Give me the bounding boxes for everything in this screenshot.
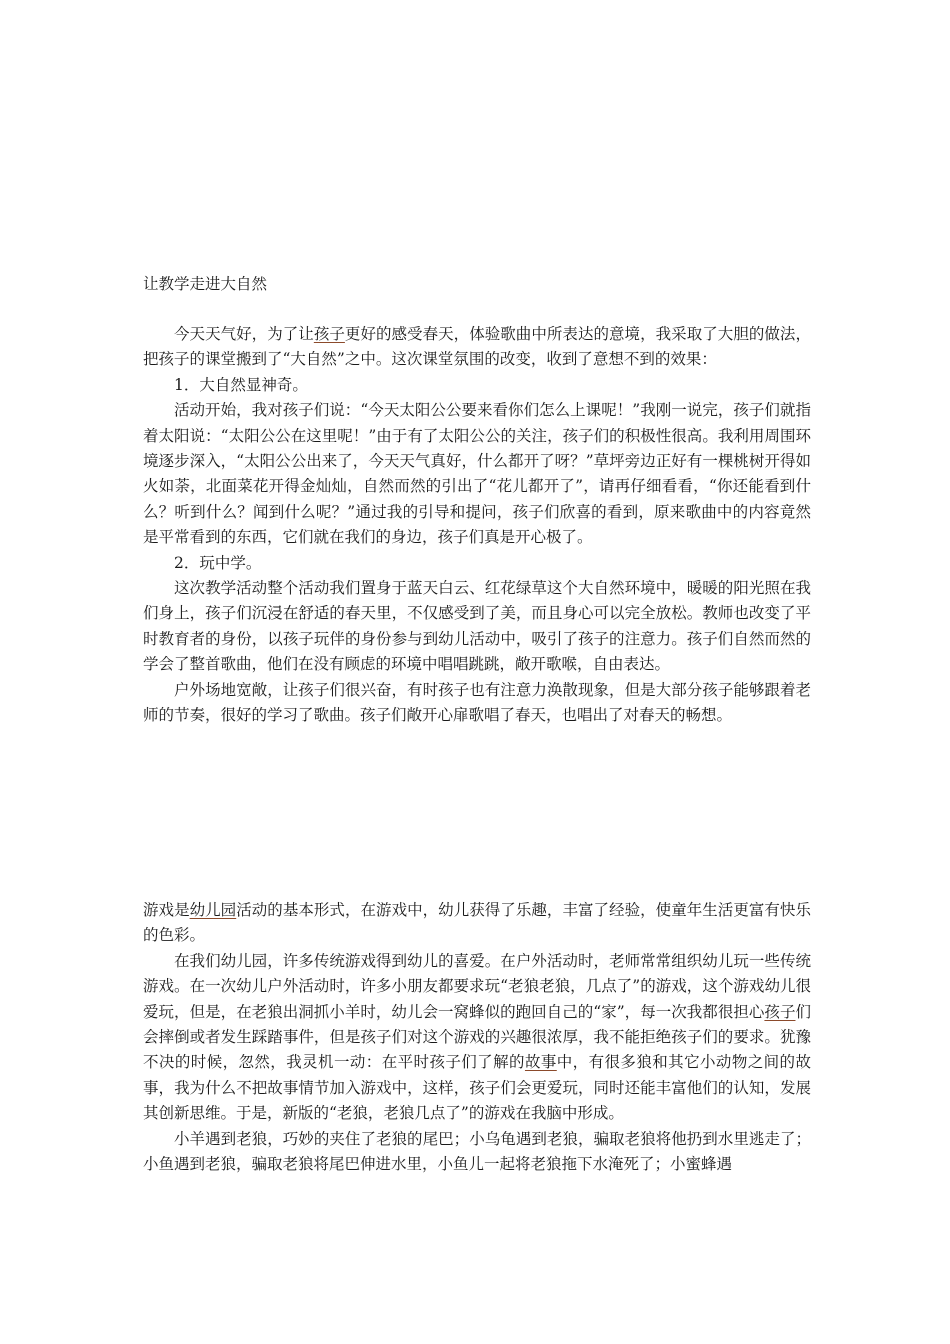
keyword-link-story[interactable]: 故事 — [524, 1053, 557, 1072]
text-segment: 在我们幼儿园，许多传统游戏得到幼儿的喜爱。在户外活动时，老师常常组织幼儿玩一些传统游戏。在一次幼儿户外活动时，许多小朋友都要求玩“老狼老狼，几点了”的游戏，这个游戏幼儿很爱玩，但是，在老狼出洞抓小羊时，幼儿会一窝蜂似的跑回自己的“家”，每一次我都很担心 — [143, 951, 811, 1021]
text-segment: 今天天气好，为了让 — [174, 325, 314, 343]
paragraph-intro — [143, 322, 811, 373]
paragraph-games — [143, 898, 811, 949]
keyword-link-children[interactable]: 孩子 — [313, 325, 345, 343]
text-segment: 活动的基本形式，在游戏中，幼儿获得了乐趣，丰富了经验，使童年生活更富有快乐的色彩。 — [143, 901, 811, 945]
keyword-link-kindergarten[interactable]: 幼儿园 — [189, 901, 237, 919]
list-item-2: 2．玩中学。 — [174, 553, 262, 572]
article-body-1 — [143, 322, 811, 729]
keyword-link-children-2[interactable]: 孩子 — [764, 1002, 796, 1021]
text-segment: 更好的感受春天，体验歌曲中所表达的意境，我采取了大胆的做法，把孩子的课堂搬到了“大自然”之中。这次课堂氛围的改变，收到了意想不到的效果： — [143, 325, 811, 369]
paragraph-outdoor: 户外场地宽敞，让孩子们很兴奋，有时孩子也有注意力涣散现象，但是大部分孩子能够跟着老师的节奏，很好的学习了歌曲。孩子们敞开心扉歌唱了春天，也唱出了对春天的畅想。 — [143, 680, 811, 725]
article-title: 让教学走进大自然 — [143, 275, 268, 293]
paragraph-traditional-games — [143, 949, 811, 1127]
paragraph-wolf-stories: 小羊遇到老狼，巧妙的夹住了老狼的尾巴；小乌龟遇到老狼，骗取老狼将他扔到水里逃走了；小鱼遇到老狼，骗取老狼将尾巴伸进水里，小鱼儿一起将老狼拖下水淹死了；小蜜蜂遇 — [143, 1129, 811, 1174]
paragraph-nature: 活动开始，我对孩子们说：“今天太阳公公要来看你们怎么上课呢！”我刚一说完，孩子们就指着太阳说：“太阳公公在这里呢！”由于有了太阳公公的关注，孩子们的积极性很高。我利用周围环境逐步深入，“太阳公公出来了，今天天气真好，什么都开了呀？”草坪旁边正好有一棵桃树开得如火如荼，北面菜花开得金灿灿，自然而然的引出了“花儿都开了”，请再仔细看看，“你还能看到什么？听到什么？闻到什么呢？”通过我的引导和提问，孩子们欣喜的看到，原来歌曲中的内容竟然是平常看到的东西，它们就在我们的身边，孩子们真是开心极了。 — [143, 401, 811, 547]
article-body-2 — [143, 898, 811, 1177]
text-segment: 们会摔倒或者发生踩踏事件，但是孩子们对这个游戏的兴趣很浓厚，我不能拒绝孩子们的要求。犹豫不决的时候，忽然，我灵机一动：在平时孩子们了解的 — [143, 1002, 811, 1072]
list-item-1: 1．大自然显神奇。 — [174, 375, 308, 394]
paragraph-play: 这次教学活动整个活动我们置身于蓝天白云、红花绿草这个大自然环境中，暖暖的阳光照在我们身上，孩子们沉浸在舒适的春天里，不仅感受到了美，而且身心可以完全放松。教师也改变了平时教育者的身份，以孩子玩伴的身份参与到幼儿活动中，吸引了孩子的注意力。孩子们自然而然的学会了整首歌曲，他们在没有顾虑的环境中唱唱跳跳，敞开歌喉，自由表达。 — [143, 579, 811, 674]
text-segment: 中，有很多狼和其它小动物之间的故事，我为什么不把故事情节加入游戏中，这样，孩子们会更爱玩，同时还能丰富他们的认知，发展其创新思维。于是，新版的“老狼，老狼几点了”的游戏在我脑中形成。 — [143, 1053, 811, 1123]
text-segment: 游戏是 — [143, 901, 190, 919]
